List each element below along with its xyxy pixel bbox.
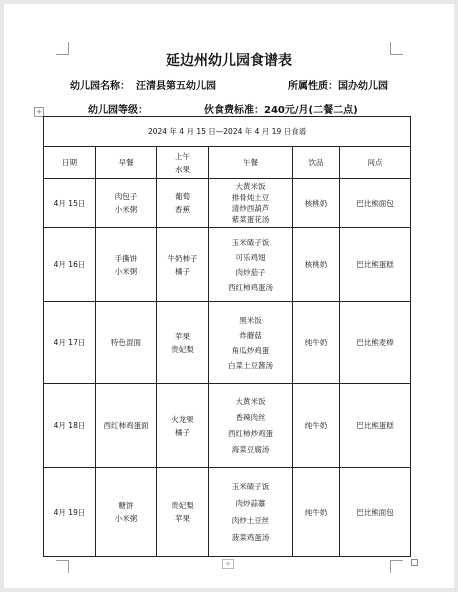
lunch-item: 炸蘑菇 [239,330,262,340]
menu-table [43,116,411,557]
row-dessert: 巴比熊面包 [340,179,411,228]
table-resize-handle-icon[interactable] [411,559,418,566]
table-move-handle-icon[interactable]: + [34,107,44,117]
header-drink: 饮品 [293,147,340,179]
header-dessert: 间点 [340,147,411,179]
lunch-item: 黑米饭 [239,315,262,325]
grade-line [88,101,148,116]
lunch-item: 香辣肉丝 [235,412,266,422]
row-snack [157,302,209,384]
fee-label: 伙食费标准： [204,105,264,116]
row-snack [157,179,209,228]
row-dessert: 巴比熊蛋糕 [340,384,411,468]
row-date: 4月 18日 [44,384,96,468]
lunch-item: 菠菜鸡蛋汤 [231,533,270,542]
lunch-item: 紫菜蛋花汤 [231,215,270,224]
kindergarten-name: 汪清县第五幼儿园 [136,81,216,92]
row-date: 4月 16日 [44,228,96,302]
row-lunch [209,228,293,302]
header-row [44,147,411,179]
snack-item: 苹果 [175,514,190,523]
breakfast-item: 糖饼 [118,501,134,510]
row-drink: 核桃奶 [293,228,340,302]
header-lunch: 午餐 [209,147,293,179]
row-date: 4月 17日 [44,302,96,384]
snack-item: 贵妃梨 [171,501,194,510]
lunch-item: 海菜豆腐汤 [231,444,270,454]
row-dessert: 巴比熊面包 [340,468,411,557]
snack-item: 苹果 [175,331,190,341]
nature-label: 所属性质： [288,81,338,92]
kindergarten-label: 幼儿园名称： [70,81,130,92]
lunch-item: 玉米碴子饭 [231,482,270,491]
lunch-item: 清炒西葫芦 [231,204,270,213]
snack-item: 贵妃梨 [171,344,194,354]
header-snack [157,147,209,179]
row-breakfast [96,468,157,557]
lunch-item: 大黄米饭 [235,396,266,406]
snack-item: 火龙果 [171,414,194,424]
header-date: 日期 [44,147,96,179]
row-breakfast [96,228,157,302]
lunch-item: 玉米碴子饭 [231,237,270,247]
row-breakfast [96,179,157,228]
lunch-item: 大黄米饭 [235,182,266,191]
date-range-cell: 2024 年 4 月 15 日—2024 年 4 月 19 日食谱 [44,117,411,147]
lunch-item: 肉炒茄子 [235,267,266,277]
breakfast-item: 小米粥 [114,266,138,276]
lunch-item: 肉炒蒜薹 [235,499,266,508]
date-range-row [44,117,411,147]
document-page [4,4,454,588]
breakfast-item: 小米粥 [114,514,138,523]
lunch-item: 角瓜炒鸡蛋 [231,345,270,355]
nature-line [288,77,388,92]
row-drink: 纯牛奶 [293,468,340,557]
table-row [44,228,411,302]
snack-item: 葡萄 [175,192,190,201]
header-breakfast: 早餐 [96,147,157,179]
table-row-insert-icon[interactable]: + [222,559,234,569]
fee-value: 240元/月(二餐二点) [264,105,358,116]
row-snack [157,468,209,557]
kindergarten-name-line [70,77,216,92]
table-row [44,468,411,557]
table-row [44,179,411,228]
grade-label: 幼儿园等级： [88,105,148,116]
breakfast-item: 小米粥 [114,205,138,214]
table-row [44,302,411,384]
row-lunch [209,179,293,228]
crop-mark-bottom-left [56,560,69,573]
row-snack [157,384,209,468]
row-date: 4月 19日 [44,468,96,557]
lunch-item: 西红柿炒鸡蛋 [228,428,273,438]
header-snack-line2: 水果 [175,164,190,174]
lunch-item: 肉炒土豆丝 [231,516,270,525]
breakfast-item: 肉包子 [114,192,138,201]
snack-item: 橘子 [175,266,190,276]
row-lunch [209,468,293,557]
breakfast-item: 手撕饼 [114,253,138,263]
snack-item: 橘子 [175,427,190,437]
row-breakfast [96,302,157,384]
row-dessert: 巴比熊蛋糕 [340,228,411,302]
lunch-item: 排骨炖土豆 [231,193,270,202]
row-lunch [209,302,293,384]
header-snack-line1: 上午 [175,151,190,161]
breakfast-item: 特色混面 [111,338,141,347]
crop-mark-bottom-right [390,560,403,573]
lunch-item: 白菜土豆酱汤 [228,360,273,370]
row-lunch [209,384,293,468]
document-title: 延边州幼儿园食谱表 [166,53,292,69]
table-row [44,384,411,468]
lunch-item: 可乐鸡翅 [235,252,266,262]
row-breakfast [96,384,157,468]
row-drink: 纯牛奶 [293,302,340,384]
snack-item: 牛奶柿子 [167,253,198,263]
row-dessert: 巴比熊麦棒 [340,302,411,384]
lunch-item: 西红柿鸡蛋汤 [228,282,273,292]
fee-line [204,101,358,116]
snack-item: 香蕉 [175,205,190,214]
nature-value: 国办幼儿园 [338,81,388,92]
row-drink: 纯牛奶 [293,384,340,468]
breakfast-item: 西红柿鸡蛋面 [103,421,149,430]
row-date: 4月 15日 [44,179,96,228]
row-drink: 核桃奶 [293,179,340,228]
row-snack [157,228,209,302]
